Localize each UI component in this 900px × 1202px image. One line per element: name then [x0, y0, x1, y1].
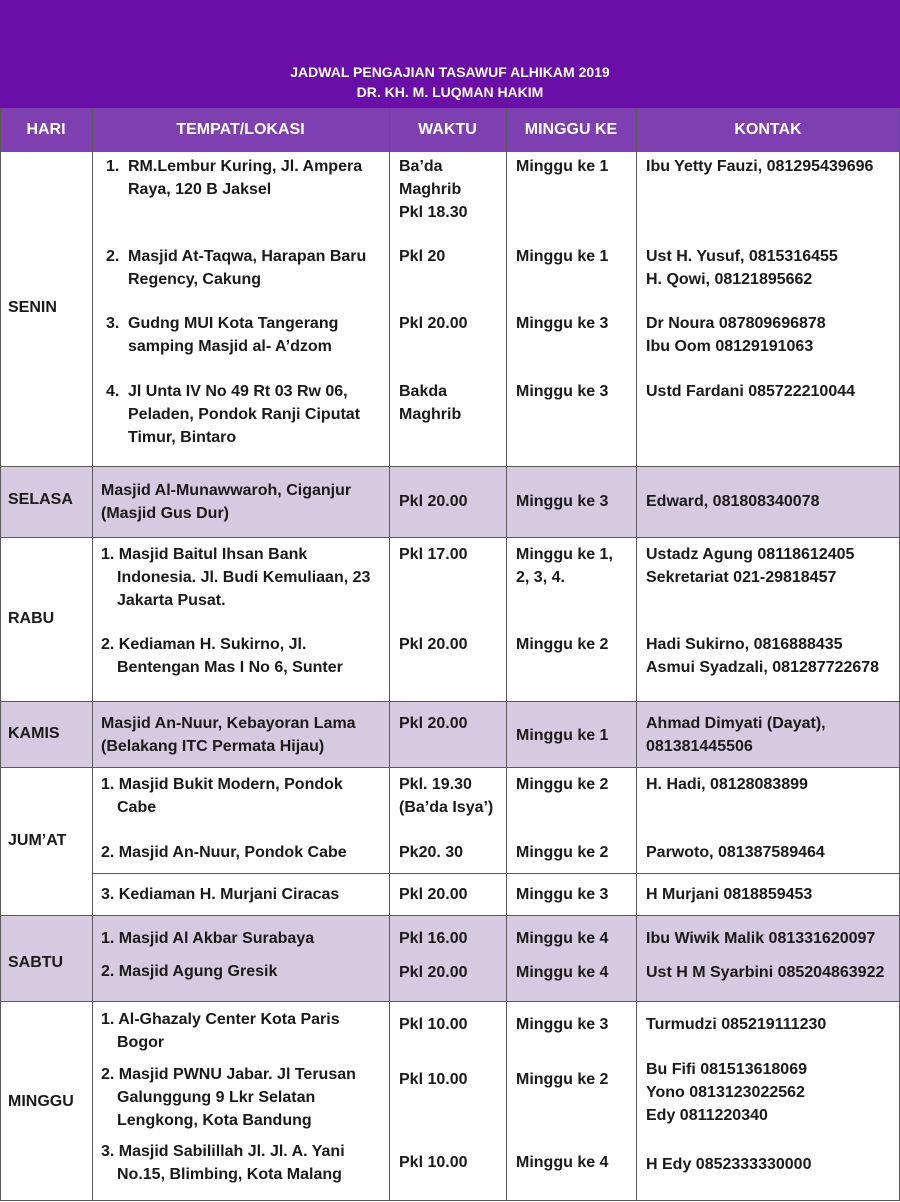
week-text: Minggu ke 2 — [516, 844, 609, 861]
week-text: Minggu ke 1, — [516, 546, 613, 563]
title-line-2: DR. KH. M. LUQMAN HAKIM — [356, 84, 544, 100]
row-divider — [0, 915, 900, 916]
header-kontak: KONTAK — [734, 121, 802, 138]
column-divider — [506, 108, 507, 1201]
table-header — [0, 108, 900, 152]
header-minggu: MINGGU KE — [524, 121, 618, 138]
location-text: Jakarta Pusat. — [117, 592, 226, 609]
time-text: Bakda — [399, 383, 448, 400]
week-text: Minggu ke 4 — [516, 964, 609, 981]
location-text: Regency, Cakung — [128, 271, 262, 288]
location-text: Galunggung 9 Lkr Selatan — [117, 1089, 316, 1106]
location-text: Raya, 120 B Jaksel — [128, 181, 272, 198]
contact-text: Ustd Fardani 085722210044 — [646, 383, 856, 400]
contact-text: Hadi Sukirno, 0816888435 — [646, 636, 843, 653]
header-waktu: WAKTU — [418, 121, 477, 138]
header-tempat: TEMPAT/LOKASI — [176, 121, 305, 138]
contact-text: Bu Fifi 081513618069 — [646, 1061, 807, 1078]
day-label-senin: SENIN — [8, 299, 57, 316]
week-text: Minggu ke 3 — [516, 493, 609, 510]
week-text: Minggu ke 1 — [516, 248, 609, 265]
time-text: Pkl 20.00 — [399, 715, 468, 732]
contact-text: Edy 0811220340 — [646, 1107, 768, 1124]
time-text: Pkl 10.00 — [399, 1154, 468, 1171]
contact-text: 081381445506 — [646, 738, 753, 755]
contact-text: Sekretariat 021-29818457 — [646, 569, 837, 586]
time-text: Pkl. 19.30 — [399, 776, 472, 793]
time-text: Pkl 20 — [399, 248, 446, 265]
row-divider — [0, 767, 900, 768]
location-text: 2. Masjid An-Nuur, Pondok Cabe — [101, 844, 347, 861]
location-text: 1. Masjid Baitul Ihsan Bank — [101, 546, 308, 563]
week-text: Minggu ke 4 — [516, 930, 609, 947]
row-divider — [92, 873, 900, 874]
location-text: Timur, Bintaro — [128, 429, 237, 446]
location-text: 1. Al-Ghazaly Center Kota Paris — [101, 1011, 340, 1028]
column-divider — [389, 108, 390, 1201]
day-label-jumat: JUM’AT — [8, 832, 67, 849]
title-banner — [0, 0, 900, 108]
location-text: 1. Masjid Al Akbar Surabaya — [101, 930, 315, 947]
week-text: Minggu ke 3 — [516, 886, 609, 903]
location-text: Masjid An-Nuur, Kebayoran Lama — [101, 715, 356, 732]
location-text: Masjid Al-Munawwaroh, Ciganjur — [101, 482, 352, 499]
contact-text: H Murjani 0818859453 — [646, 886, 813, 903]
location-text: samping Masjid al- A’dzom — [128, 338, 332, 355]
time-text: Pkl 10.00 — [399, 1071, 468, 1088]
location-text: 3. Masjid Sabilillah Jl. Jl. A. Yani — [101, 1143, 345, 1160]
location-text: Masjid At-Taqwa, Harapan Baru — [128, 248, 367, 265]
week-text: 2, 3, 4. — [516, 569, 565, 586]
location-text: 2. Masjid PWNU Jabar. Jl Terusan — [101, 1066, 356, 1083]
contact-text: Ust H. Yusuf, 0815316455 — [646, 248, 838, 265]
time-text: Maghrib — [399, 406, 462, 423]
column-divider — [636, 108, 637, 1201]
week-text: Minggu ke 1 — [516, 727, 609, 744]
contact-text: H. Qowi, 08121895662 — [646, 271, 813, 288]
row-divider — [0, 537, 900, 538]
location-text: Indonesia. Jl. Budi Kemuliaan, 23 — [117, 569, 371, 586]
location-text: Cabe — [117, 799, 157, 816]
location-text: Bentengan Mas I No 6, Sunter — [117, 659, 343, 676]
contact-text: Ust H M Syarbini 085204863922 — [646, 964, 885, 981]
day-label-selasa: SELASA — [8, 491, 73, 508]
location-text: 1. Masjid Bukit Modern, Pondok — [101, 776, 343, 793]
contact-text: Dr Noura 087809696878 — [646, 315, 826, 332]
location-text: Lengkong, Kota Bandung — [117, 1112, 312, 1129]
contact-text: Ahmad Dimyati (Dayat), — [646, 715, 826, 732]
header-hari: HARI — [26, 121, 66, 138]
row-divider — [0, 1200, 900, 1201]
contact-text: Yono 0813123022562 — [646, 1084, 805, 1101]
contact-text: Ibu Yetty Fauzi, 081295439696 — [646, 158, 874, 175]
contact-text: Parwoto, 081387589464 — [646, 844, 825, 861]
contact-text: Ibu Oom 08129191063 — [646, 338, 814, 355]
week-text: Minggu ke 2 — [516, 776, 609, 793]
week-text: Minggu ke 3 — [516, 315, 609, 332]
time-text: Pkl 18.30 — [399, 204, 468, 221]
time-text: Pkl 20.00 — [399, 964, 468, 981]
day-label-rabu: RABU — [8, 610, 55, 627]
location-text: Peladen, Pondok Ranji Ciputat — [128, 406, 361, 423]
time-text: Pkl 16.00 — [399, 930, 468, 947]
week-text: Minggu ke 2 — [516, 636, 609, 653]
day-label-sabtu: SABTU — [8, 954, 64, 971]
list-number: 1. — [106, 158, 120, 175]
time-text: Pkl 10.00 — [399, 1016, 468, 1033]
location-text: Gudng MUI Kota Tangerang — [128, 315, 339, 332]
time-text: Pk20. 30 — [399, 844, 464, 861]
row-divider — [0, 701, 900, 702]
week-text: Minggu ke 3 — [516, 383, 609, 400]
contact-text: Edward, 081808340078 — [646, 493, 820, 510]
time-text: Pkl 20.00 — [399, 493, 468, 510]
location-text: No.15, Blimbing, Kota Malang — [117, 1166, 342, 1183]
week-text: Minggu ke 2 — [516, 1071, 609, 1088]
contact-text: Ustadz Agung 08118612405 — [646, 546, 855, 563]
list-number: 3. — [106, 315, 120, 332]
time-text: Pkl 20.00 — [399, 315, 468, 332]
contact-text: Turmudzi 085219111230 — [646, 1016, 827, 1033]
list-number: 2. — [106, 248, 120, 265]
contact-text: Asmui Syadzali, 081287722678 — [646, 659, 880, 676]
day-label-kamis: KAMIS — [8, 725, 60, 742]
time-text: Pkl 20.00 — [399, 636, 468, 653]
column-divider — [0, 108, 1, 1201]
list-number: 4. — [106, 383, 120, 400]
title-line-1: JADWAL PENGAJIAN TASAWUF ALHIKAM 2019 — [290, 64, 610, 80]
location-text: 3. Kediaman H. Murjani Ciracas — [101, 886, 340, 903]
time-text: Pkl 20.00 — [399, 886, 468, 903]
time-text: Ba’da — [399, 158, 443, 175]
location-text: Jl Unta IV No 49 Rt 03 Rw 06, — [128, 383, 348, 400]
location-text: 2. Kediaman H. Sukirno, Jl. — [101, 636, 307, 653]
week-text: Minggu ke 4 — [516, 1154, 609, 1171]
contact-text: H. Hadi, 08128083899 — [646, 776, 808, 793]
location-text: Bogor — [117, 1034, 165, 1051]
location-text: (Belakang ITC Permata Hijau) — [101, 738, 325, 755]
contact-text: Ibu Wiwik Malik 081331620097 — [646, 930, 876, 947]
row-divider — [0, 1001, 900, 1002]
column-divider — [92, 108, 93, 1201]
contact-text: H Edy 0852333330000 — [646, 1156, 812, 1173]
time-text: Maghrib — [399, 181, 462, 198]
time-text: (Ba’da Isya’) — [399, 799, 494, 816]
location-text: 2. Masjid Agung Gresik — [101, 963, 278, 980]
week-text: Minggu ke 3 — [516, 1016, 609, 1033]
location-text: RM.Lembur Kuring, Jl. Ampera — [128, 158, 363, 175]
location-text: (Masjid Gus Dur) — [101, 505, 230, 522]
row-divider — [0, 466, 900, 467]
time-text: Pkl 17.00 — [399, 546, 468, 563]
week-text: Minggu ke 1 — [516, 158, 609, 175]
day-label-minggu: MINGGU — [8, 1093, 74, 1110]
